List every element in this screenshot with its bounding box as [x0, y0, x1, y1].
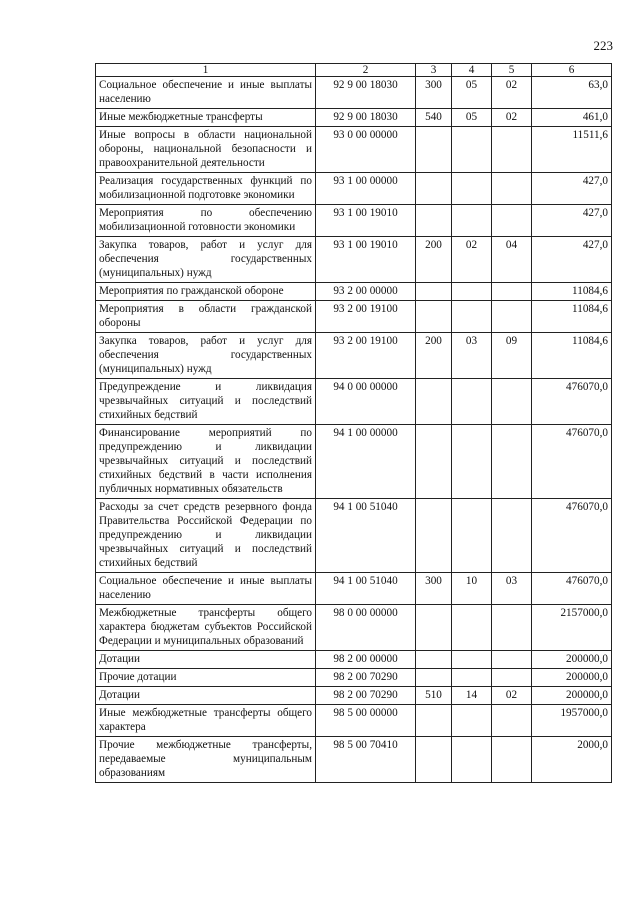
column-header: 3 — [416, 64, 452, 77]
row-sum-cell: 476070,0 — [532, 379, 612, 425]
row-code-cell: 98 2 00 00000 — [316, 651, 416, 669]
row-rz-cell — [452, 605, 492, 651]
row-rz-cell: 10 — [452, 573, 492, 605]
row-vr-cell — [416, 705, 452, 737]
table-row — [96, 379, 612, 425]
row-vr-cell: 200 — [416, 237, 452, 283]
row-rz-cell: 03 — [452, 333, 492, 379]
column-header: 1 — [96, 64, 316, 77]
table-body — [96, 77, 612, 783]
row-name-cell: Расходы за счет средств резервного фонда Правительства Российской Федерации по предупреждению и ликвидации чрезвычайных ситуаций и последствий стихийных бедствий — [96, 499, 316, 573]
table-row — [96, 205, 612, 237]
row-sum-cell: 1957000,0 — [532, 705, 612, 737]
row-code-cell: 93 1 00 19010 — [316, 237, 416, 283]
row-sum-cell: 200000,0 — [532, 669, 612, 687]
row-pr-cell — [492, 705, 532, 737]
table-row — [96, 669, 612, 687]
row-code-cell: 93 2 00 00000 — [316, 283, 416, 301]
row-rz-cell — [452, 173, 492, 205]
row-code-cell: 93 1 00 19010 — [316, 205, 416, 237]
row-pr-cell: 02 — [492, 109, 532, 127]
row-rz-cell — [452, 425, 492, 499]
row-vr-cell: 510 — [416, 687, 452, 705]
row-sum-cell: 427,0 — [532, 173, 612, 205]
row-code-cell: 94 1 00 00000 — [316, 425, 416, 499]
row-sum-cell: 476070,0 — [532, 499, 612, 573]
row-rz-cell — [452, 499, 492, 573]
row-pr-cell — [492, 205, 532, 237]
row-name-cell: Иные межбюджетные трансферты — [96, 109, 316, 127]
column-header: 2 — [316, 64, 416, 77]
row-name-cell: Закупка товаров, работ и услуг для обеспечения государственных (муниципальных) нужд — [96, 237, 316, 283]
row-name-cell: Мероприятия по гражданской обороне — [96, 283, 316, 301]
row-vr-cell: 300 — [416, 77, 452, 109]
row-name-cell: Прочие межбюджетные трансферты, передаваемые муниципальным образованиям — [96, 737, 316, 783]
page-number: 223 — [593, 38, 613, 53]
row-pr-cell — [492, 301, 532, 333]
row-pr-cell — [492, 173, 532, 205]
row-pr-cell — [492, 651, 532, 669]
row-name-cell: Социальное обеспечение и иные выплаты населению — [96, 573, 316, 605]
row-name-cell: Иные вопросы в области национальной обороны, национальной безопасности и правоохранительной деятельности — [96, 127, 316, 173]
row-pr-cell: 04 — [492, 237, 532, 283]
row-code-cell: 93 1 00 00000 — [316, 173, 416, 205]
row-name-cell: Мероприятия по обеспечению мобилизационной готовности экономики — [96, 205, 316, 237]
column-header: 4 — [452, 64, 492, 77]
row-rz-cell — [452, 669, 492, 687]
row-sum-cell: 427,0 — [532, 237, 612, 283]
row-code-cell: 94 1 00 51040 — [316, 499, 416, 573]
row-rz-cell — [452, 651, 492, 669]
row-rz-cell — [452, 705, 492, 737]
row-pr-cell: 09 — [492, 333, 532, 379]
row-code-cell: 94 1 00 51040 — [316, 573, 416, 605]
row-code-cell: 98 5 00 70410 — [316, 737, 416, 783]
row-sum-cell: 461,0 — [532, 109, 612, 127]
row-sum-cell: 427,0 — [532, 205, 612, 237]
row-code-cell: 92 9 00 18030 — [316, 109, 416, 127]
row-sum-cell: 200000,0 — [532, 651, 612, 669]
row-rz-cell: 14 — [452, 687, 492, 705]
row-sum-cell: 2157000,0 — [532, 605, 612, 651]
row-rz-cell — [452, 127, 492, 173]
row-vr-cell: 200 — [416, 333, 452, 379]
row-code-cell: 98 2 00 70290 — [316, 669, 416, 687]
row-vr-cell — [416, 379, 452, 425]
row-vr-cell — [416, 737, 452, 783]
row-code-cell: 98 5 00 00000 — [316, 705, 416, 737]
row-rz-cell — [452, 379, 492, 425]
row-vr-cell — [416, 425, 452, 499]
row-name-cell: Реализация государственных функций по мобилизационной подготовке экономики — [96, 173, 316, 205]
table-row — [96, 651, 612, 669]
row-code-cell: 93 2 00 19100 — [316, 333, 416, 379]
row-rz-cell — [452, 737, 492, 783]
row-pr-cell — [492, 379, 532, 425]
table-row — [96, 173, 612, 205]
table-row — [96, 301, 612, 333]
row-rz-cell: 05 — [452, 77, 492, 109]
table-row — [96, 499, 612, 573]
table-header-row — [96, 64, 612, 77]
row-code-cell: 98 0 00 00000 — [316, 605, 416, 651]
row-pr-cell — [492, 127, 532, 173]
row-pr-cell — [492, 283, 532, 301]
row-pr-cell: 02 — [492, 687, 532, 705]
row-vr-cell — [416, 283, 452, 301]
row-code-cell: 93 0 00 00000 — [316, 127, 416, 173]
row-rz-cell — [452, 301, 492, 333]
row-name-cell: Дотации — [96, 687, 316, 705]
row-vr-cell — [416, 651, 452, 669]
table-row — [96, 605, 612, 651]
row-sum-cell: 11084,6 — [532, 333, 612, 379]
row-code-cell: 92 9 00 18030 — [316, 77, 416, 109]
table-row — [96, 77, 612, 109]
row-name-cell: Закупка товаров, работ и услуг для обеспечения государственных (муниципальных) нужд — [96, 333, 316, 379]
row-sum-cell: 63,0 — [532, 77, 612, 109]
row-code-cell: 94 0 00 00000 — [316, 379, 416, 425]
table-row — [96, 283, 612, 301]
row-name-cell: Дотации — [96, 651, 316, 669]
row-rz-cell — [452, 205, 492, 237]
table-row — [96, 425, 612, 499]
row-vr-cell: 300 — [416, 573, 452, 605]
table-row — [96, 737, 612, 783]
row-sum-cell: 476070,0 — [532, 573, 612, 605]
row-name-cell: Межбюджетные трансферты общего характера бюджетам субъектов Российской Федерации и муниципальных образований — [96, 605, 316, 651]
row-vr-cell — [416, 605, 452, 651]
table-row — [96, 687, 612, 705]
row-pr-cell — [492, 669, 532, 687]
row-name-cell: Финансирование мероприятий по предупреждению и ликвидации чрезвычайных ситуаций и последствий стихийных бедствий в части исполнения публичных нормативных обязательств — [96, 425, 316, 499]
row-vr-cell — [416, 173, 452, 205]
row-pr-cell — [492, 425, 532, 499]
row-name-cell: Предупреждение и ликвидация чрезвычайных ситуаций и последствий стихийных бедствий — [96, 379, 316, 425]
row-pr-cell: 03 — [492, 573, 532, 605]
row-pr-cell — [492, 605, 532, 651]
table-row — [96, 705, 612, 737]
row-vr-cell — [416, 127, 452, 173]
budget-table — [95, 63, 612, 783]
table-row — [96, 333, 612, 379]
row-name-cell: Социальное обеспечение и иные выплаты населению — [96, 77, 316, 109]
row-sum-cell: 476070,0 — [532, 425, 612, 499]
row-name-cell: Прочие дотации — [96, 669, 316, 687]
column-header: 5 — [492, 64, 532, 77]
row-vr-cell — [416, 205, 452, 237]
row-rz-cell: 02 — [452, 237, 492, 283]
row-vr-cell — [416, 301, 452, 333]
table-row — [96, 127, 612, 173]
row-pr-cell — [492, 737, 532, 783]
row-code-cell: 98 2 00 70290 — [316, 687, 416, 705]
table-row — [96, 237, 612, 283]
row-sum-cell: 11511,6 — [532, 127, 612, 173]
row-vr-cell: 540 — [416, 109, 452, 127]
table-row — [96, 573, 612, 605]
row-pr-cell — [492, 499, 532, 573]
row-code-cell: 93 2 00 19100 — [316, 301, 416, 333]
row-vr-cell — [416, 499, 452, 573]
row-rz-cell — [452, 283, 492, 301]
row-name-cell: Мероприятия в области гражданской обороны — [96, 301, 316, 333]
row-sum-cell: 11084,6 — [532, 283, 612, 301]
table-row — [96, 109, 612, 127]
row-vr-cell — [416, 669, 452, 687]
row-sum-cell: 200000,0 — [532, 687, 612, 705]
row-sum-cell: 2000,0 — [532, 737, 612, 783]
column-header: 6 — [532, 64, 612, 77]
row-rz-cell: 05 — [452, 109, 492, 127]
row-name-cell: Иные межбюджетные трансферты общего характера — [96, 705, 316, 737]
row-pr-cell: 02 — [492, 77, 532, 109]
row-sum-cell: 11084,6 — [532, 301, 612, 333]
